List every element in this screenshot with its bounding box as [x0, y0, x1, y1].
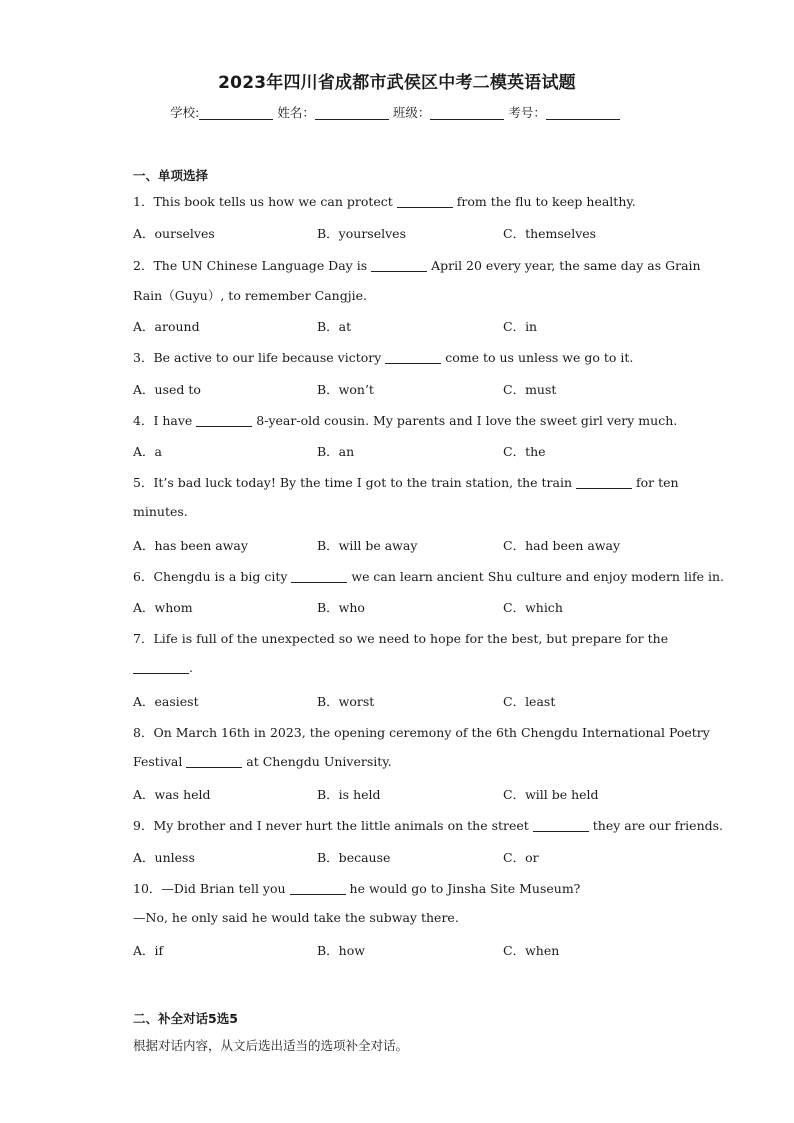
- options-2: [133, 317, 673, 335]
- option-a[interactable]: A．whom: [133, 600, 193, 615]
- section-instruction: 根据对话内容，从文后选出适当的选项补全对话。: [133, 1038, 409, 1053]
- option-b[interactable]: B．how: [317, 943, 365, 958]
- options-10: [133, 941, 673, 959]
- section-heading-single-choice: 一、单项选择: [133, 168, 209, 183]
- options-7: [133, 692, 673, 710]
- school-label: 学校:: [170, 105, 200, 120]
- option-c[interactable]: C．in: [503, 319, 538, 334]
- options-8: [133, 785, 673, 803]
- number-label: 考号：: [508, 105, 546, 120]
- answer-blank: [291, 570, 347, 583]
- option-c[interactable]: C．which: [503, 600, 563, 615]
- option-b[interactable]: B．because: [317, 850, 391, 865]
- options-1: [133, 224, 673, 242]
- question-4: 4．I have 8-year-old cousin. My parents and I love the sweet girl very much.: [133, 413, 678, 428]
- question-6: 6．Chengdu is a big city we can learn ancient Shu culture and enjoy modern life in.: [133, 569, 724, 584]
- question-10: 10．—Did Brian tell you he would go to Jinsha Site Museum?: [133, 881, 581, 896]
- answer-blank: [196, 414, 252, 427]
- name-field[interactable]: [315, 105, 389, 120]
- option-c[interactable]: C．the: [503, 444, 546, 459]
- question-5: 5．It’s bad luck today! By the time I got to the train station, the train for ten: [133, 475, 679, 490]
- options-4: [133, 442, 673, 460]
- question-10-reply: —No, he only said he would take the subway there.: [133, 910, 459, 925]
- option-b[interactable]: B．will be away: [317, 538, 418, 553]
- option-c[interactable]: C．themselves: [503, 226, 597, 241]
- question-2-continued: Rain（Guyu）, to remember Cangjie.: [133, 288, 367, 303]
- options-9: [133, 848, 673, 866]
- question-7-continued: .: [133, 660, 673, 675]
- question-8: 8．On March 16th in 2023, the opening ceremony of the 6th Chengdu International Poetry: [133, 725, 710, 740]
- option-a[interactable]: A．around: [133, 319, 200, 334]
- page-title: 2023年四川省成都市武侯区中考二模英语试题: [218, 73, 576, 93]
- student-info-row: [0, 103, 794, 121]
- number-field[interactable]: [546, 105, 620, 120]
- option-b[interactable]: B．at: [317, 319, 352, 334]
- options-6: [133, 598, 673, 616]
- question-3: 3．Be active to our life because victory come to us unless we go to it.: [133, 350, 634, 365]
- option-a[interactable]: A．unless: [133, 850, 195, 865]
- option-b[interactable]: B．worst: [317, 694, 375, 709]
- question-7: 7．Life is full of the unexpected so we need to hope for the best, but prepare for the: [133, 631, 669, 646]
- option-c[interactable]: C．least: [503, 694, 556, 709]
- option-c[interactable]: C．or: [503, 850, 539, 865]
- answer-blank: [290, 882, 346, 895]
- option-a[interactable]: A．used to: [133, 382, 201, 397]
- option-c[interactable]: C．when: [503, 943, 560, 958]
- answer-blank: [186, 755, 242, 768]
- answer-blank: [533, 819, 589, 832]
- option-b[interactable]: B．yourselves: [317, 226, 406, 241]
- option-c[interactable]: C．must: [503, 382, 557, 397]
- school-field[interactable]: [199, 105, 273, 120]
- question-1: 1．This book tells us how we can protect from the flu to keep healthy.: [133, 194, 636, 209]
- question-8-continued: Festival at Chengdu University.: [133, 754, 392, 769]
- question-9: 9．My brother and I never hurt the little animals on the street they are our friends.: [133, 818, 724, 833]
- question-2: 2．The UN Chinese Language Day is April 20 every year, the same day as Grain: [133, 258, 701, 273]
- option-a[interactable]: A．has been away: [133, 538, 248, 553]
- option-c[interactable]: C．will be held: [503, 787, 599, 802]
- option-b[interactable]: B．an: [317, 444, 355, 459]
- option-c[interactable]: C．had been away: [503, 538, 621, 553]
- option-a[interactable]: A．if: [133, 943, 164, 958]
- answer-blank: [385, 351, 441, 364]
- class-field[interactable]: [430, 105, 504, 120]
- option-b[interactable]: B．won’t: [317, 382, 374, 397]
- options-3: [133, 380, 673, 398]
- answer-blank: [576, 476, 632, 489]
- option-b[interactable]: B．who: [317, 600, 365, 615]
- option-a[interactable]: A．ourselves: [133, 226, 215, 241]
- option-b[interactable]: B．is held: [317, 787, 381, 802]
- answer-blank: [397, 195, 453, 208]
- option-a[interactable]: A．easiest: [133, 694, 199, 709]
- answer-blank: [371, 259, 427, 272]
- name-label: 姓名：: [277, 105, 315, 120]
- section-heading-dialogue: 二、补全对话5选5: [133, 1011, 238, 1026]
- options-5: [133, 536, 673, 554]
- answer-blank: [133, 661, 189, 674]
- question-5-continued: minutes.: [133, 504, 188, 519]
- class-label: 班级：: [392, 105, 431, 120]
- option-a[interactable]: A．was held: [133, 787, 211, 802]
- option-a[interactable]: A．a: [133, 444, 162, 459]
